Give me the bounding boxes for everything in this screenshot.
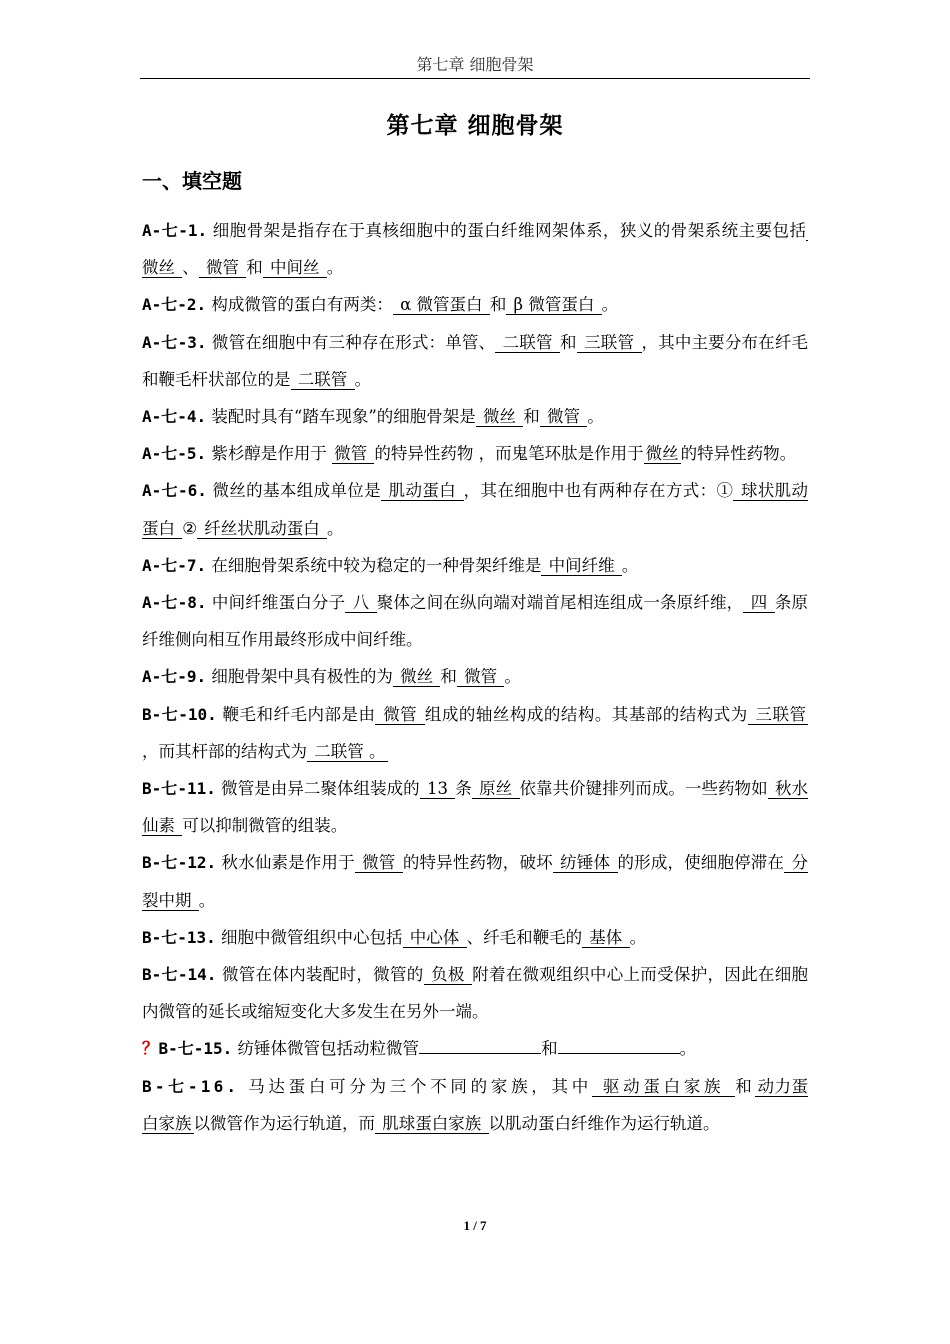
question-6 — [142, 472, 808, 546]
question-id: A-七-5. — [142, 444, 207, 464]
question-text: 装配时具有“踏车现象”的细胞骨架是 — [206, 407, 476, 427]
answer-blank: 秋水仙素 — [142, 779, 808, 836]
question-text: 微管在体内装配时，微管的 — [216, 965, 424, 985]
question-text: 的特异性药物，破坏 — [402, 853, 553, 873]
question-text: 。 — [504, 667, 521, 687]
answer-blank: β 微管蛋白 — [508, 295, 600, 315]
question-text: 、纤毛和鞭毛的 — [466, 927, 583, 947]
question-text: 。 — [629, 927, 647, 947]
question-text: ，其在细胞中也有两种存在方式：① — [463, 481, 734, 501]
question-15 — [142, 1030, 808, 1067]
question-id: B-七-16. — [142, 1076, 240, 1096]
answer-blank: α 微管蛋白 — [394, 295, 488, 315]
answer-blank: 肌动蛋白 — [383, 481, 462, 501]
question-2 — [142, 286, 808, 323]
answer-blank: 三联管 — [749, 704, 806, 724]
question-id: A-七-7. — [142, 555, 207, 575]
question-8 — [142, 584, 808, 658]
question-3 — [142, 324, 808, 398]
question-text: ，而其杆部的结构式为 — [142, 741, 307, 761]
question-text: 。 — [601, 295, 619, 315]
question-text: 以微管作为运行轨道，而 — [193, 1113, 375, 1133]
answer-blank: 微管 — [377, 704, 423, 724]
answer-blank: 中间丝 — [264, 258, 325, 278]
answer-blank: 微管 — [200, 258, 245, 278]
empty-answer-blank — [558, 1035, 680, 1054]
question-text: 条原纤维侧向相互作用最终形成中间纤维。 — [142, 593, 808, 650]
question-4 — [142, 398, 808, 435]
question-id: A-七-2. — [142, 295, 207, 315]
answer-blank: 微管 — [334, 444, 373, 464]
question-id: A-七-9. — [142, 667, 207, 687]
question-text: 紫杉醇是作用于 — [206, 444, 333, 464]
question-text: 中间纤维蛋白分子 — [206, 593, 346, 613]
question-text: 微管在细胞中有三种存在形式：单管、 — [206, 332, 496, 352]
question-text: 。 — [327, 518, 344, 538]
question-text: 。 — [198, 890, 216, 910]
question-text: 和 — [523, 407, 540, 427]
question-id: A-七-6. — [142, 481, 207, 501]
question-id: A-七-8. — [142, 593, 207, 613]
question-id: A-七-1. — [142, 221, 208, 240]
question-text: 和 — [735, 1076, 756, 1096]
question-id: B-七-14. — [142, 965, 217, 985]
answer-blank: 基体 — [584, 927, 628, 947]
answer-blank: 13 — [421, 779, 454, 799]
answer-blank: 肌球蛋白家族 — [377, 1113, 487, 1133]
question-text: 细胞中微管组织中心包括 — [215, 927, 403, 947]
question-text: 细胞骨架是指存在于真核细胞中的蛋白纤维网架体系，狭义的骨架系统主要包括 — [207, 221, 806, 240]
question-text: 细胞骨架中具有极性的为 — [206, 667, 393, 687]
answer-blank: 纤丝状肌动蛋白 — [199, 518, 326, 538]
question-text: 。 — [587, 407, 604, 427]
answer-blank: 微丝 — [477, 407, 522, 427]
question-text: 马达蛋白可分为三个不同的家族，其中 — [239, 1076, 592, 1096]
question-9 — [142, 658, 808, 695]
question-text: 以肌动蛋白纤维作为运行轨道。 — [488, 1113, 720, 1133]
answer-blank: 微管 — [458, 667, 503, 687]
answer-blank: 八 — [347, 593, 375, 613]
question-16 — [142, 1068, 808, 1142]
question-text: 微丝的基本组成单位是 — [206, 481, 382, 501]
question-text: 纺锤体微管包括动粒微管 — [232, 1039, 420, 1059]
question-text: 。 — [354, 369, 371, 389]
answer-blank: 微丝 — [394, 667, 439, 687]
answer-blank: 球状肌动蛋白 — [142, 481, 809, 538]
question-12 — [142, 844, 808, 918]
question-7 — [142, 547, 808, 584]
running-header: 第七章 细胞骨架 — [416, 55, 534, 74]
question-list — [142, 212, 808, 1142]
header-rule — [140, 78, 810, 79]
answer-blank: 负极 — [425, 965, 471, 985]
question-text: 。 — [326, 258, 344, 278]
section-heading: 一、填空题 — [142, 169, 242, 193]
question-text: 鞭毛和纤毛内部是由 — [216, 704, 376, 724]
question-text: 聚体之间在纵向端对端首尾相连组成一条原纤维， — [376, 593, 744, 613]
question-11 — [142, 770, 808, 844]
answer-blank: 驱动蛋白家族 — [593, 1076, 734, 1096]
question-text: 。 — [679, 1039, 697, 1059]
question-text: 的特异性药物。 — [680, 444, 797, 464]
answer-blank: 微丝 — [142, 221, 808, 278]
answer-blank: 三联管 — [578, 332, 640, 352]
question-text: 可以抑制微管的组装。 — [182, 816, 348, 836]
question-text: 条 — [455, 779, 472, 799]
question-1 — [142, 212, 808, 286]
page-number: 1 / 7 — [463, 1218, 487, 1233]
question-text: 和 — [541, 1039, 558, 1059]
answer-blank: 四 — [745, 593, 773, 613]
question-text: 组成的轴丝构成的结构。其基部的结构式为 — [424, 704, 748, 724]
answer-blank: 微管 — [356, 853, 401, 873]
question-text: ，其中主要分布在纤毛和鞭毛杆状部位的是 — [142, 332, 808, 389]
question-text: 附着在微观组织中心上而受保护，因此在细胞内微管的延长或缩短变化大多发生在另外一端。 — [142, 965, 809, 1022]
answer-blank: 中心体 — [404, 927, 465, 947]
question-id: A-七-3. — [142, 332, 207, 352]
question-text: 和 — [489, 295, 507, 315]
answer-blank: 微管 — [541, 407, 586, 427]
question-id: B-七-15. — [158, 1039, 233, 1059]
empty-answer-blank — [419, 1035, 541, 1054]
page-title: 第七章 细胞骨架 — [386, 113, 564, 139]
question-text: 依靠共价键排列而成。一些药物如 — [519, 779, 768, 799]
answer-blank: 动力蛋白家族 — [142, 1076, 809, 1133]
answer-blank: 原丝 — [473, 779, 518, 799]
question-id: A-七-4. — [142, 407, 207, 427]
question-id: B-七-13. — [142, 927, 216, 947]
question-id: B-七-11. — [142, 779, 216, 799]
question-text: 构成微管的蛋白有两类： — [206, 295, 393, 315]
question-text: 和 — [440, 667, 457, 687]
question-text: 。 — [621, 555, 639, 575]
question-5 — [142, 435, 808, 472]
question-id: B-七-10. — [142, 704, 217, 724]
question-text: 秋水仙素是作用于 — [216, 853, 355, 873]
answer-blank: 二联管 。 — [309, 741, 386, 761]
question-mark-icon: ？ — [142, 1039, 159, 1059]
question-id: B-七-12. — [142, 853, 217, 873]
question-text: 和 — [560, 332, 577, 352]
question-text: ② — [182, 518, 198, 538]
answer-blank: 纺锤体 — [554, 853, 616, 873]
question-text: 、 — [182, 258, 199, 278]
question-13 — [142, 919, 808, 956]
question-text: 和 — [246, 258, 263, 278]
question-14 — [142, 956, 808, 1030]
question-text: 的特异性药物 ，而鬼笔环肽是作用于 — [374, 444, 644, 464]
answer-blank: 中间纤维 — [543, 555, 620, 575]
answer-blank: 二联管 — [292, 369, 353, 389]
question-text: 的形成，使细胞停滞在 — [617, 853, 785, 873]
question-text: 微管是由异二聚体组装成的 — [215, 779, 420, 799]
answer-blank: 二联管 — [497, 332, 559, 352]
answer-blank: 分裂中期 — [142, 853, 808, 910]
answer-blank: 微丝 — [645, 444, 679, 464]
question-10 — [142, 696, 808, 770]
question-text: 在细胞骨架系统中较为稳定的一种骨架纤维是 — [206, 555, 542, 575]
